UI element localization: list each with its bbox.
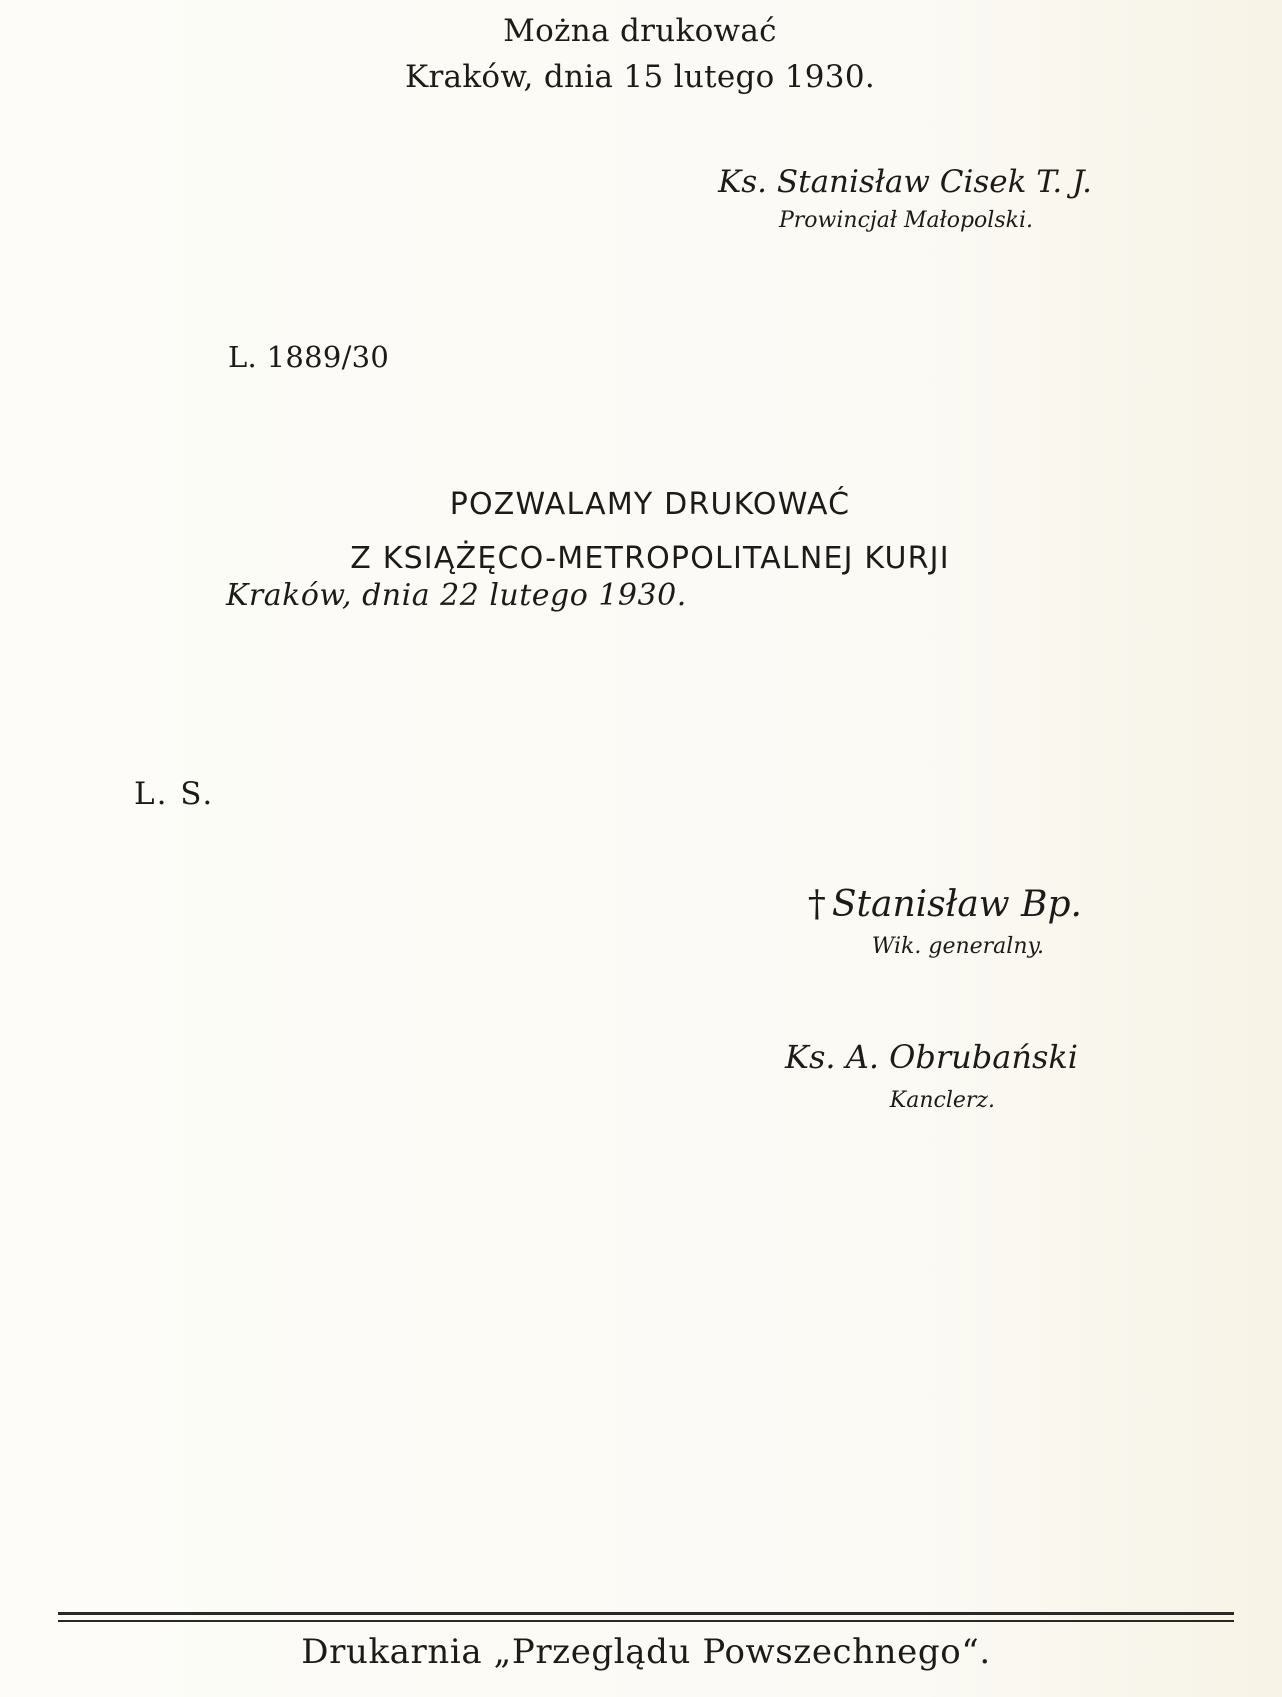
imprimatur-date: Kraków, dnia 15 lutego 1930. [404,59,876,95]
approval-line-2: Z KSIĄŻĘCO-METROPOLITALNEJ KURJI [350,541,950,576]
cross-icon: † [807,884,826,925]
approval-date: Kraków, dnia 22 lutego 1930. [226,578,687,613]
chancellor-signature-title: Kanclerz. [889,1088,995,1113]
imprimatur-line: Można drukować [503,13,777,49]
provincial-signature-title: Prowincjał Małopolski. [778,208,1033,233]
bishop-signature-title: Wik. generalny. [871,934,1044,959]
approval-line-1: POZWALAMY DRUKOWAĆ [449,487,851,522]
printer-imprint: Drukarnia „Przeglądu Powszechnego“. [301,1632,991,1672]
imprimatur-block [380,8,900,100]
bishop-name: Stanisław Bp. [831,884,1082,925]
footer-rule-thick [58,1612,1234,1615]
footer-rule-thin [58,1620,1234,1622]
provincial-signature-name: Ks. Stanisław Cisek T. J. [718,164,1092,200]
bishop-signature-name [640,884,1082,925]
seal-mark: L. S. [134,776,215,812]
approval-heading [220,478,1080,586]
reference-number: L. 1889/30 [228,340,390,374]
chancellor-signature-name: Ks. A. Obrubański [785,1038,1078,1076]
